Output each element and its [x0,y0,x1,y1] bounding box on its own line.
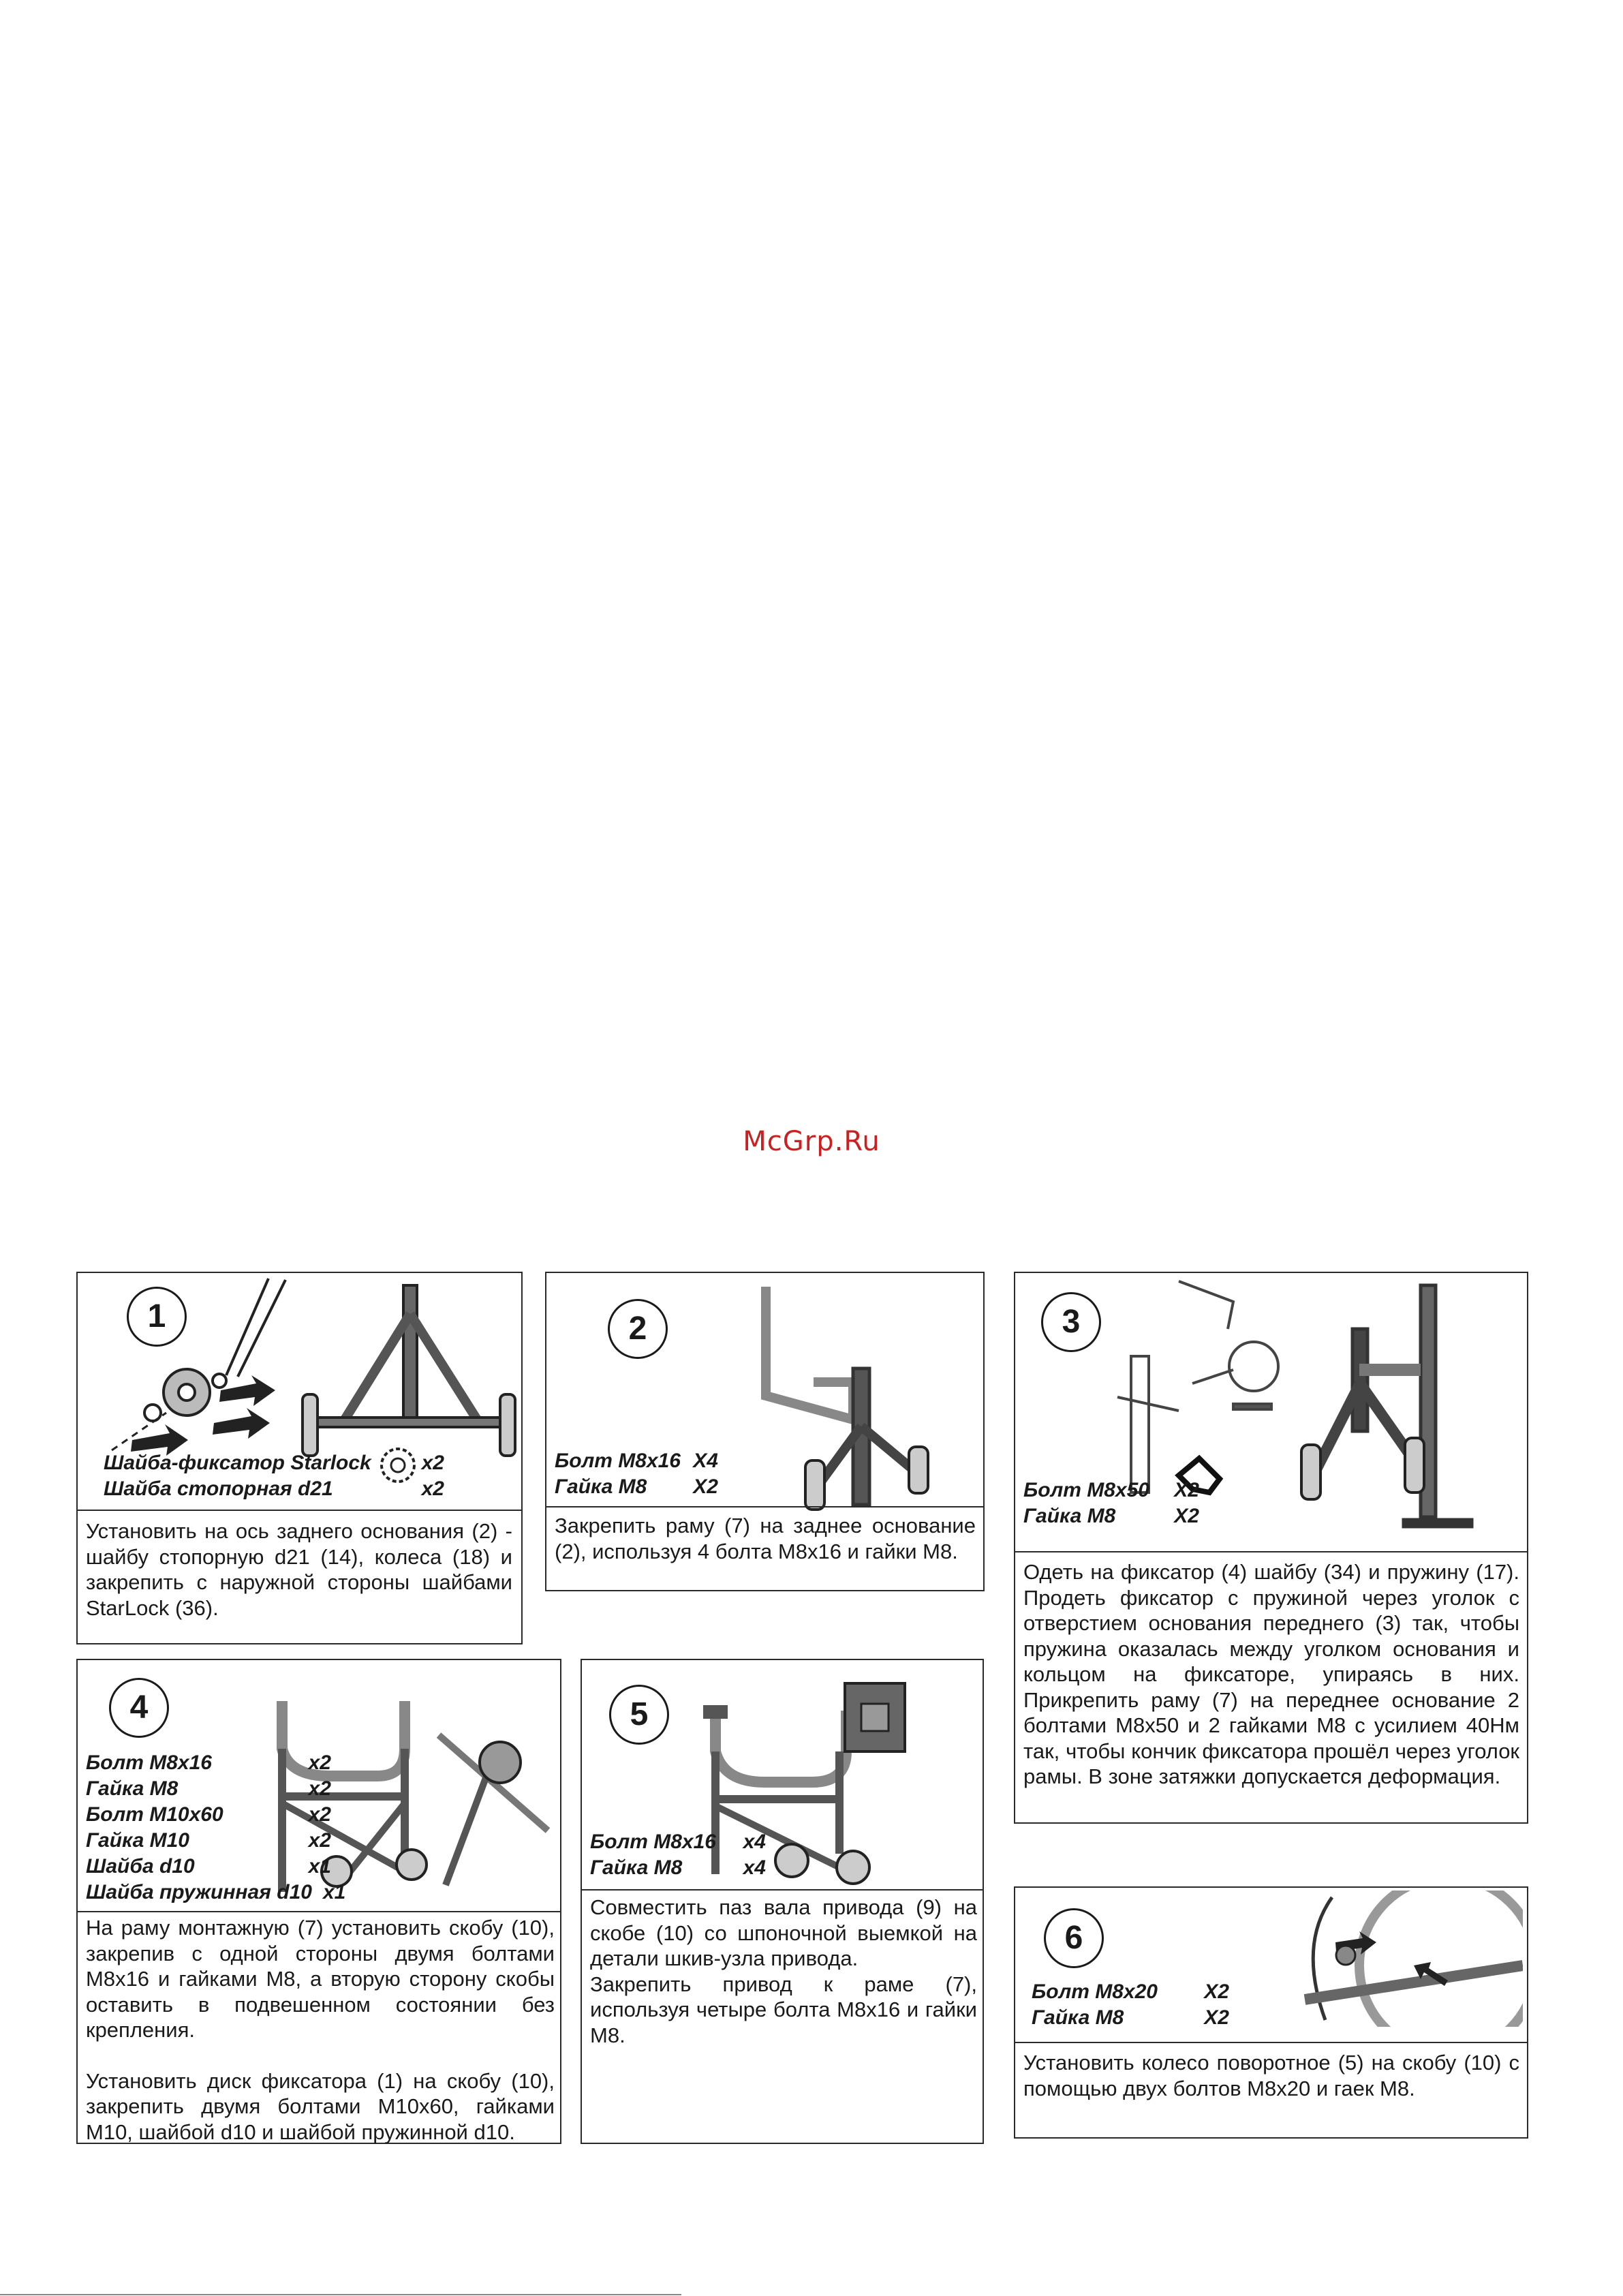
parts-list [104,1450,444,1502]
parts-list [1032,1979,1229,2031]
parts-list [590,1829,766,1881]
step-1-panel [76,1272,523,1644]
parts-list [555,1448,718,1500]
watermark: McGrp.Ru [743,1126,880,1157]
part-qty: Х2 [1174,1479,1199,1501]
step-number-badge: 2 [608,1299,668,1359]
part-name: Гайка М8 [1023,1505,1116,1527]
description-paragraph: Совместить паз вала привода (9) на скобе (10) со шпоночной выемкой на детали шкив-узла привода. [590,1895,977,1970]
part-name: Гайка М8 [590,1856,683,1879]
part-qty: Х4 [693,1450,718,1472]
step-3-panel [1014,1272,1528,1824]
description-paragraph: Установить колесо поворотное (5) на скобу (10) с помощью двух болтов М8х20 и гаек М8. [1023,2051,1519,2100]
parts-list [1023,1478,1199,1529]
step-number-badge: 6 [1044,1908,1104,1968]
step-number-badge: 3 [1041,1292,1101,1352]
part-qty: Х2 [1204,1980,1229,2003]
part-qty: x1 [308,1855,331,1878]
part-qty: x1 [322,1881,346,1903]
part-name: Шайба стопорная d21 [104,1478,333,1500]
wheel-assembly-illustration [84,1273,521,1457]
part-qty: x2 [308,1829,331,1852]
part-name: Шайба d10 [86,1855,195,1878]
step-5-panel [581,1659,984,2144]
step-4-panel [76,1659,561,2144]
description-paragraph: Установить на ось заднего основания (2) - шайбу стопорную d21 (14), колеса (18) и закрепить с наружной стороны шайбами StarLock (36). [86,1519,512,1620]
part-qty: x2 [308,1803,331,1826]
step-description [1023,2050,1519,2101]
parts-list [86,1750,346,1905]
swivel-wheel-illustration [1278,1891,1523,2027]
step-description [1023,1559,1519,1790]
footer-rule [0,2294,681,2295]
part-qty: x2 [308,1751,331,1774]
part-qty: x2 [421,1452,444,1474]
step-6-panel [1014,1886,1528,2139]
part-qty: Х2 [1174,1505,1199,1527]
part-name: Гайка М10 [86,1829,189,1852]
part-name: Болт М10х60 [86,1803,223,1826]
step-description [86,1915,555,2145]
description-paragraph: Установить диск фиксатора (1) на скобу (10), закрепить двумя болтами М10х60, гайками М10, шайбой d10 и шайбой пружинной d10. [86,2068,555,2144]
part-name: Болт М8х50 [1023,1479,1149,1501]
part-name: Болт М8х20 [1032,1980,1158,2003]
part-name: Болт М8х16 [555,1450,681,1472]
step-2-panel [545,1272,985,1591]
description-paragraph: Закрепить привод к раме (7), используя четыре болта М8х16 и гайки М8. [590,1972,977,2047]
part-qty: Х2 [693,1475,718,1498]
step-description [590,1895,977,2048]
step-number-badge: 1 [127,1287,187,1347]
part-name: Болт М8х16 [590,1831,716,1853]
part-name: Шайба пружинная d10 [86,1881,312,1903]
frame-mount-illustration [751,1280,983,1512]
step-description [555,1513,976,1564]
part-name: Болт М8х16 [86,1751,212,1774]
step-number-badge: 4 [109,1678,169,1738]
step-description [86,1518,512,1621]
part-qty: Х2 [1204,2006,1229,2029]
part-qty: x4 [743,1831,766,1853]
part-name: Шайба-фиксатор Starlock [104,1452,371,1474]
part-name: Гайка М8 [555,1475,647,1498]
description-paragraph: Одеть на фиксатор (4) шайбу (34) и пружину (17). Продеть фиксатор с пружиной через уголок с отверстием основания переднего (3) так, чтобы пружина оказалась между уголком основания и кольцом на фиксаторе, упираясь в них. Прикрепить раму (7) на переднее основание 2 болтами М8х50 и 2 гайками М8 с усилием 40Нм так, чтобы кончик фиксатора прошёл через уголок рамы. В зоне затяжки допускается деформация. [1023,1560,1519,1788]
part-name: Гайка М8 [1032,2006,1124,2029]
part-qty: x4 [743,1856,766,1879]
description-paragraph: На раму монтажную (7) установить скобу (10), закрепив с одной стороны двумя болтами М8х16 и гайками М8, а вторую сторону скобы оставить в подвешенном состоянии без крепления. [86,1916,555,2042]
description-paragraph: Закрепить раму (7) на заднее основание (2), используя 4 болта М8х16 и гайки М8. [555,1514,976,1563]
step-number-badge: 5 [609,1685,669,1745]
part-qty: x2 [421,1478,444,1500]
part-name: Гайка М8 [86,1777,179,1800]
part-qty: x2 [308,1777,331,1800]
